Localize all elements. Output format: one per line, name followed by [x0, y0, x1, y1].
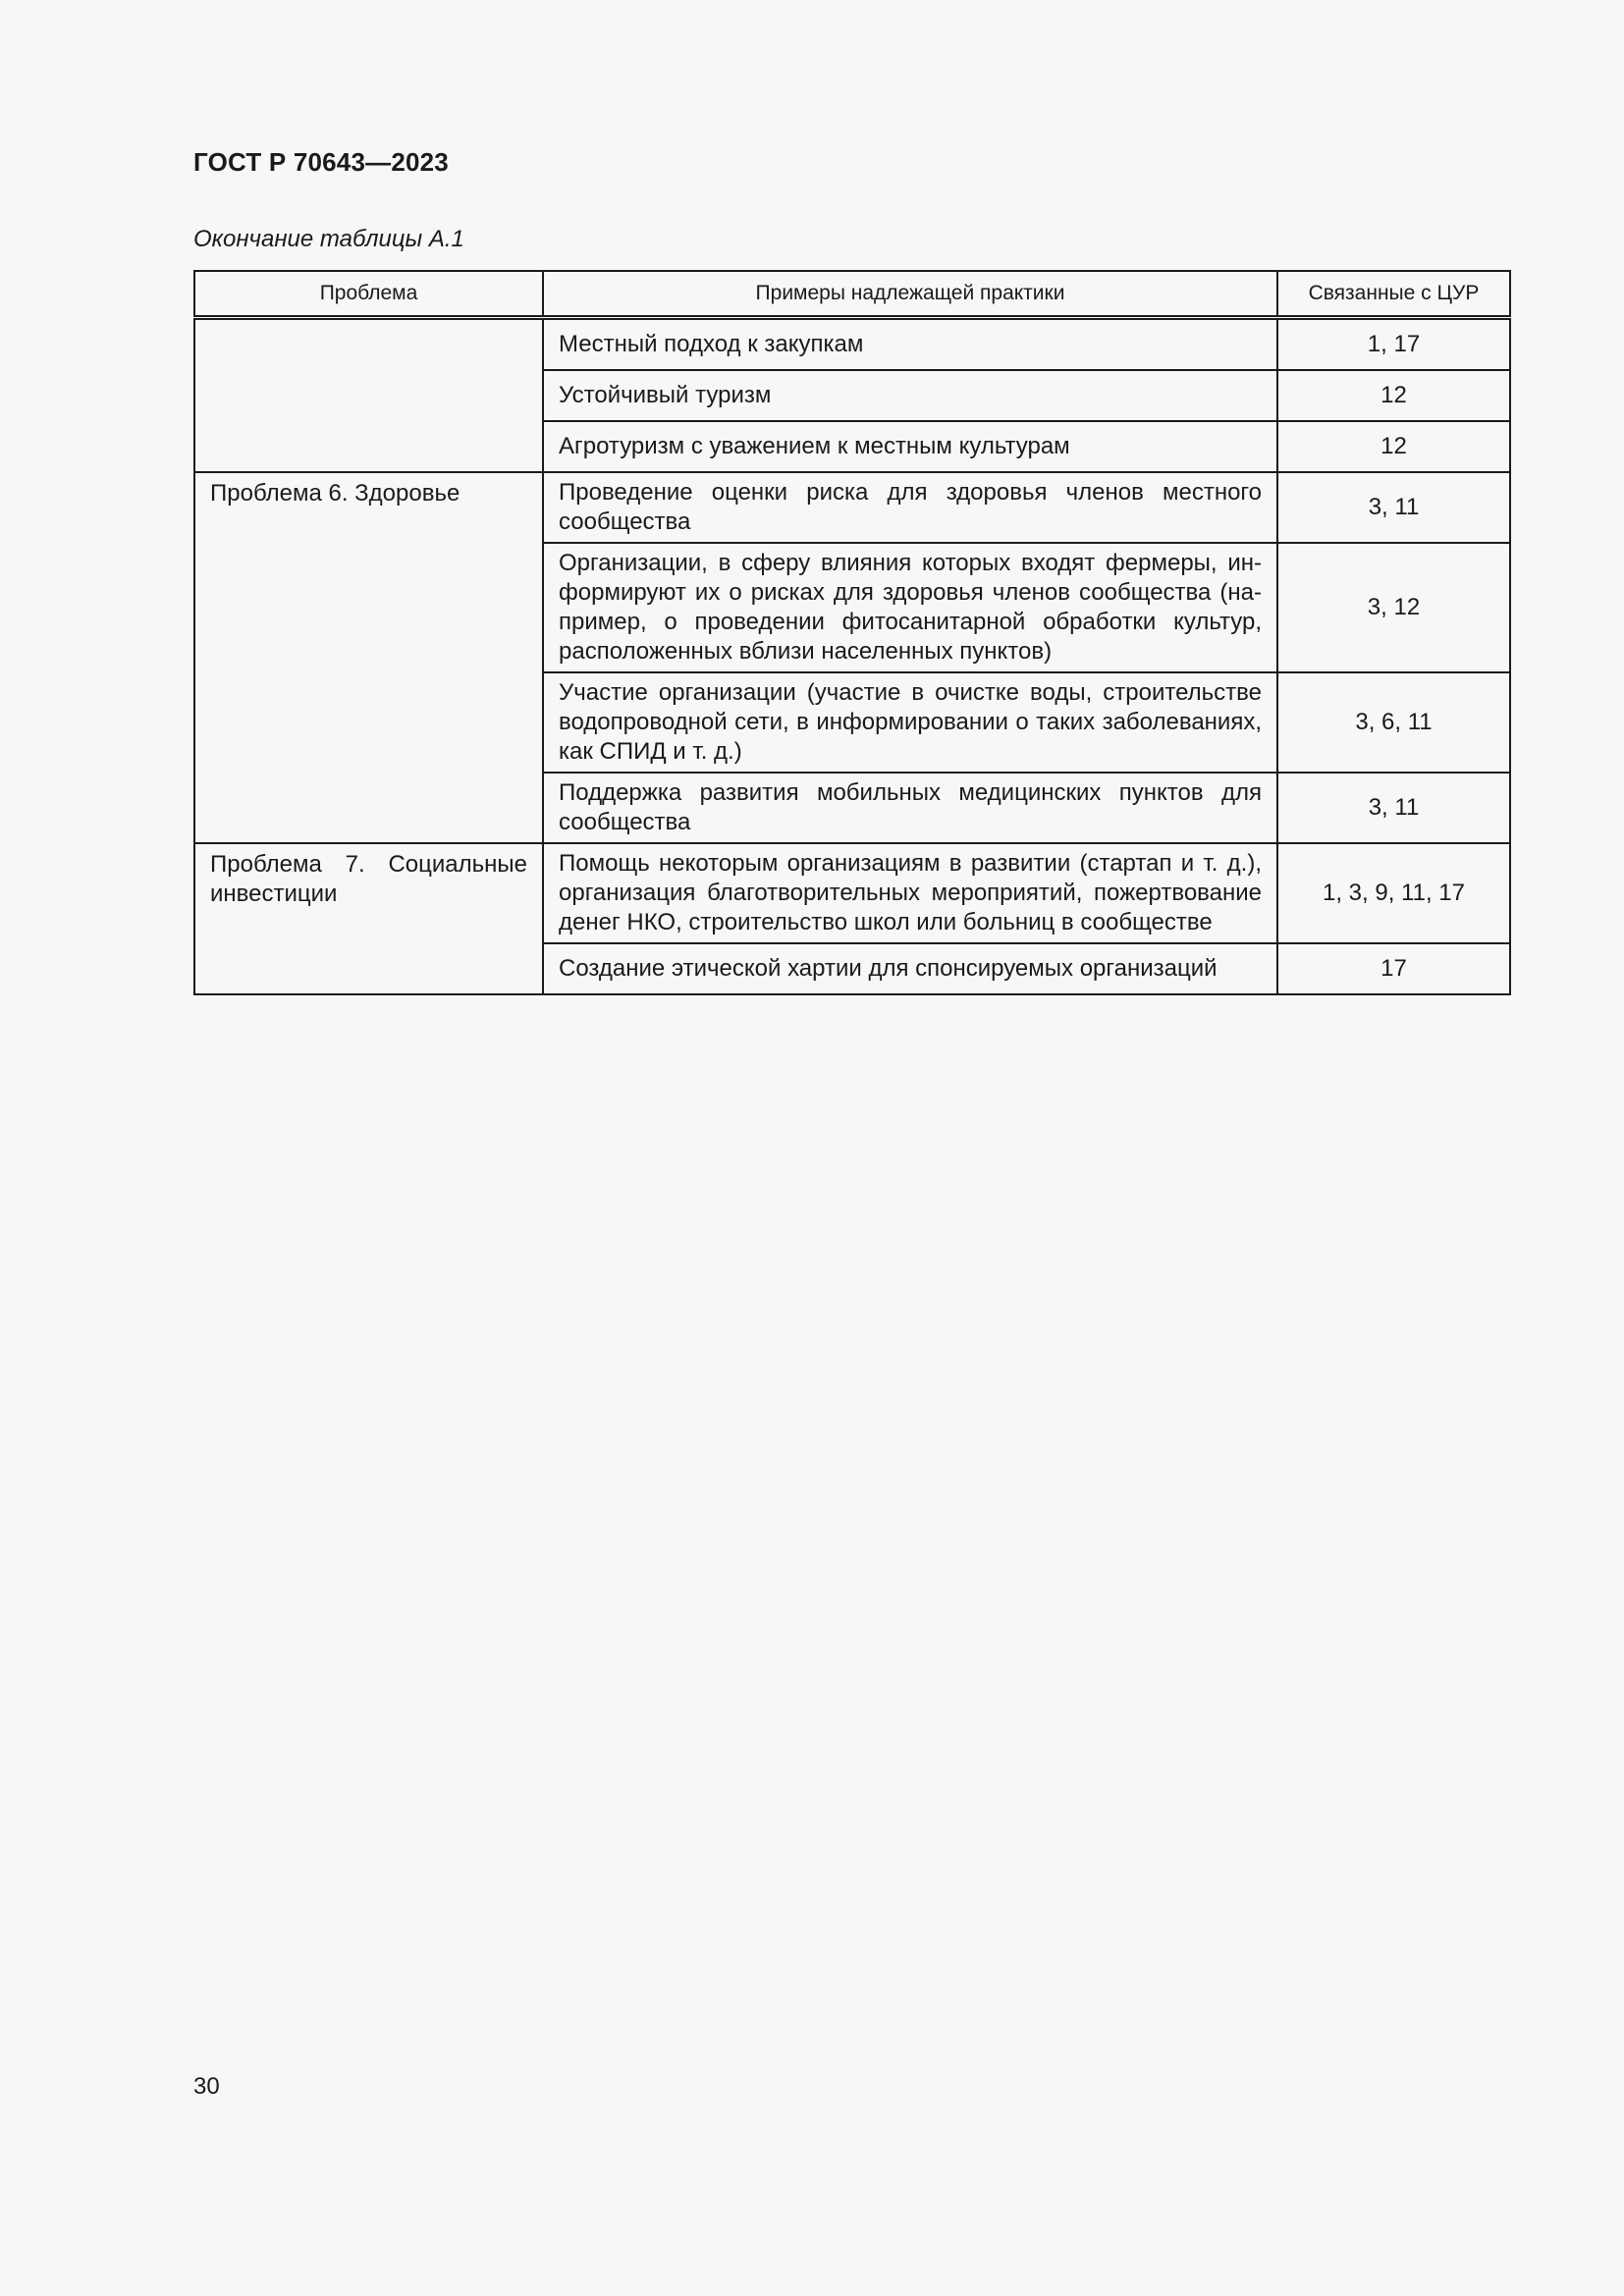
- column-header-problem: Проблема: [194, 271, 543, 318]
- practice-cell: Проведение оценки риска для здоровья членов местного сообщества: [543, 472, 1277, 543]
- table-row: [194, 472, 1510, 543]
- table-caption: Окончание таблицы А.1: [193, 226, 464, 252]
- table-row: [194, 843, 1510, 943]
- document-id: ГОСТ Р 70643—2023: [193, 147, 449, 177]
- problem-cell: [194, 318, 543, 473]
- practice-cell: Устойчивый туризм: [543, 370, 1277, 421]
- practice-cell: Поддержка развития мобильных медицинских пунктов для сообщества: [543, 773, 1277, 843]
- sdg-cell: 3, 6, 11: [1277, 672, 1510, 773]
- sdg-cell: 3, 11: [1277, 472, 1510, 543]
- sdg-cell: 17: [1277, 943, 1510, 994]
- practices-table: [193, 270, 1511, 995]
- sdg-cell: 12: [1277, 421, 1510, 472]
- table-row: [194, 318, 1510, 371]
- practice-cell: Местный подход к закупкам: [543, 318, 1277, 371]
- table-header-row: [194, 271, 1510, 318]
- sdg-cell: 1, 17: [1277, 318, 1510, 371]
- sdg-cell: 12: [1277, 370, 1510, 421]
- practice-cell: Участие организации (участие в очистке воды, строительстве водопроводной сети, в информировании о таких заболеваниях, как СПИД и т. д.): [543, 672, 1277, 773]
- problem-cell: Проблема 7. Социальные инвестиции: [194, 843, 543, 994]
- practice-cell: Организации, в сферу влияния которых входят фермеры, информируют их о рисках для здоровья членов сообщества (например, о проведении фитосанитарной обработки культур, расположенных вблизи населенных пунктов): [543, 543, 1277, 672]
- practice-cell: Помощь некоторым организациям в развитии (стартап и т. д.), организация благотворительных мероприятий, пожертвование денег НКО, строительство школ или больниц в сообществе: [543, 843, 1277, 943]
- sdg-cell: 3, 12: [1277, 543, 1510, 672]
- sdg-cell: 3, 11: [1277, 773, 1510, 843]
- page-number: 30: [193, 2073, 220, 2100]
- practice-cell: Создание этической хартии для спонсируемых организаций: [543, 943, 1277, 994]
- column-header-practice: Примеры надлежащей практики: [543, 271, 1277, 318]
- practice-cell: Агротуризм с уважением к местным культурам: [543, 421, 1277, 472]
- column-header-sdg: Связанные с ЦУР: [1277, 271, 1510, 318]
- sdg-cell: 1, 3, 9, 11, 17: [1277, 843, 1510, 943]
- problem-cell: Проблема 6. Здоровье: [194, 472, 543, 843]
